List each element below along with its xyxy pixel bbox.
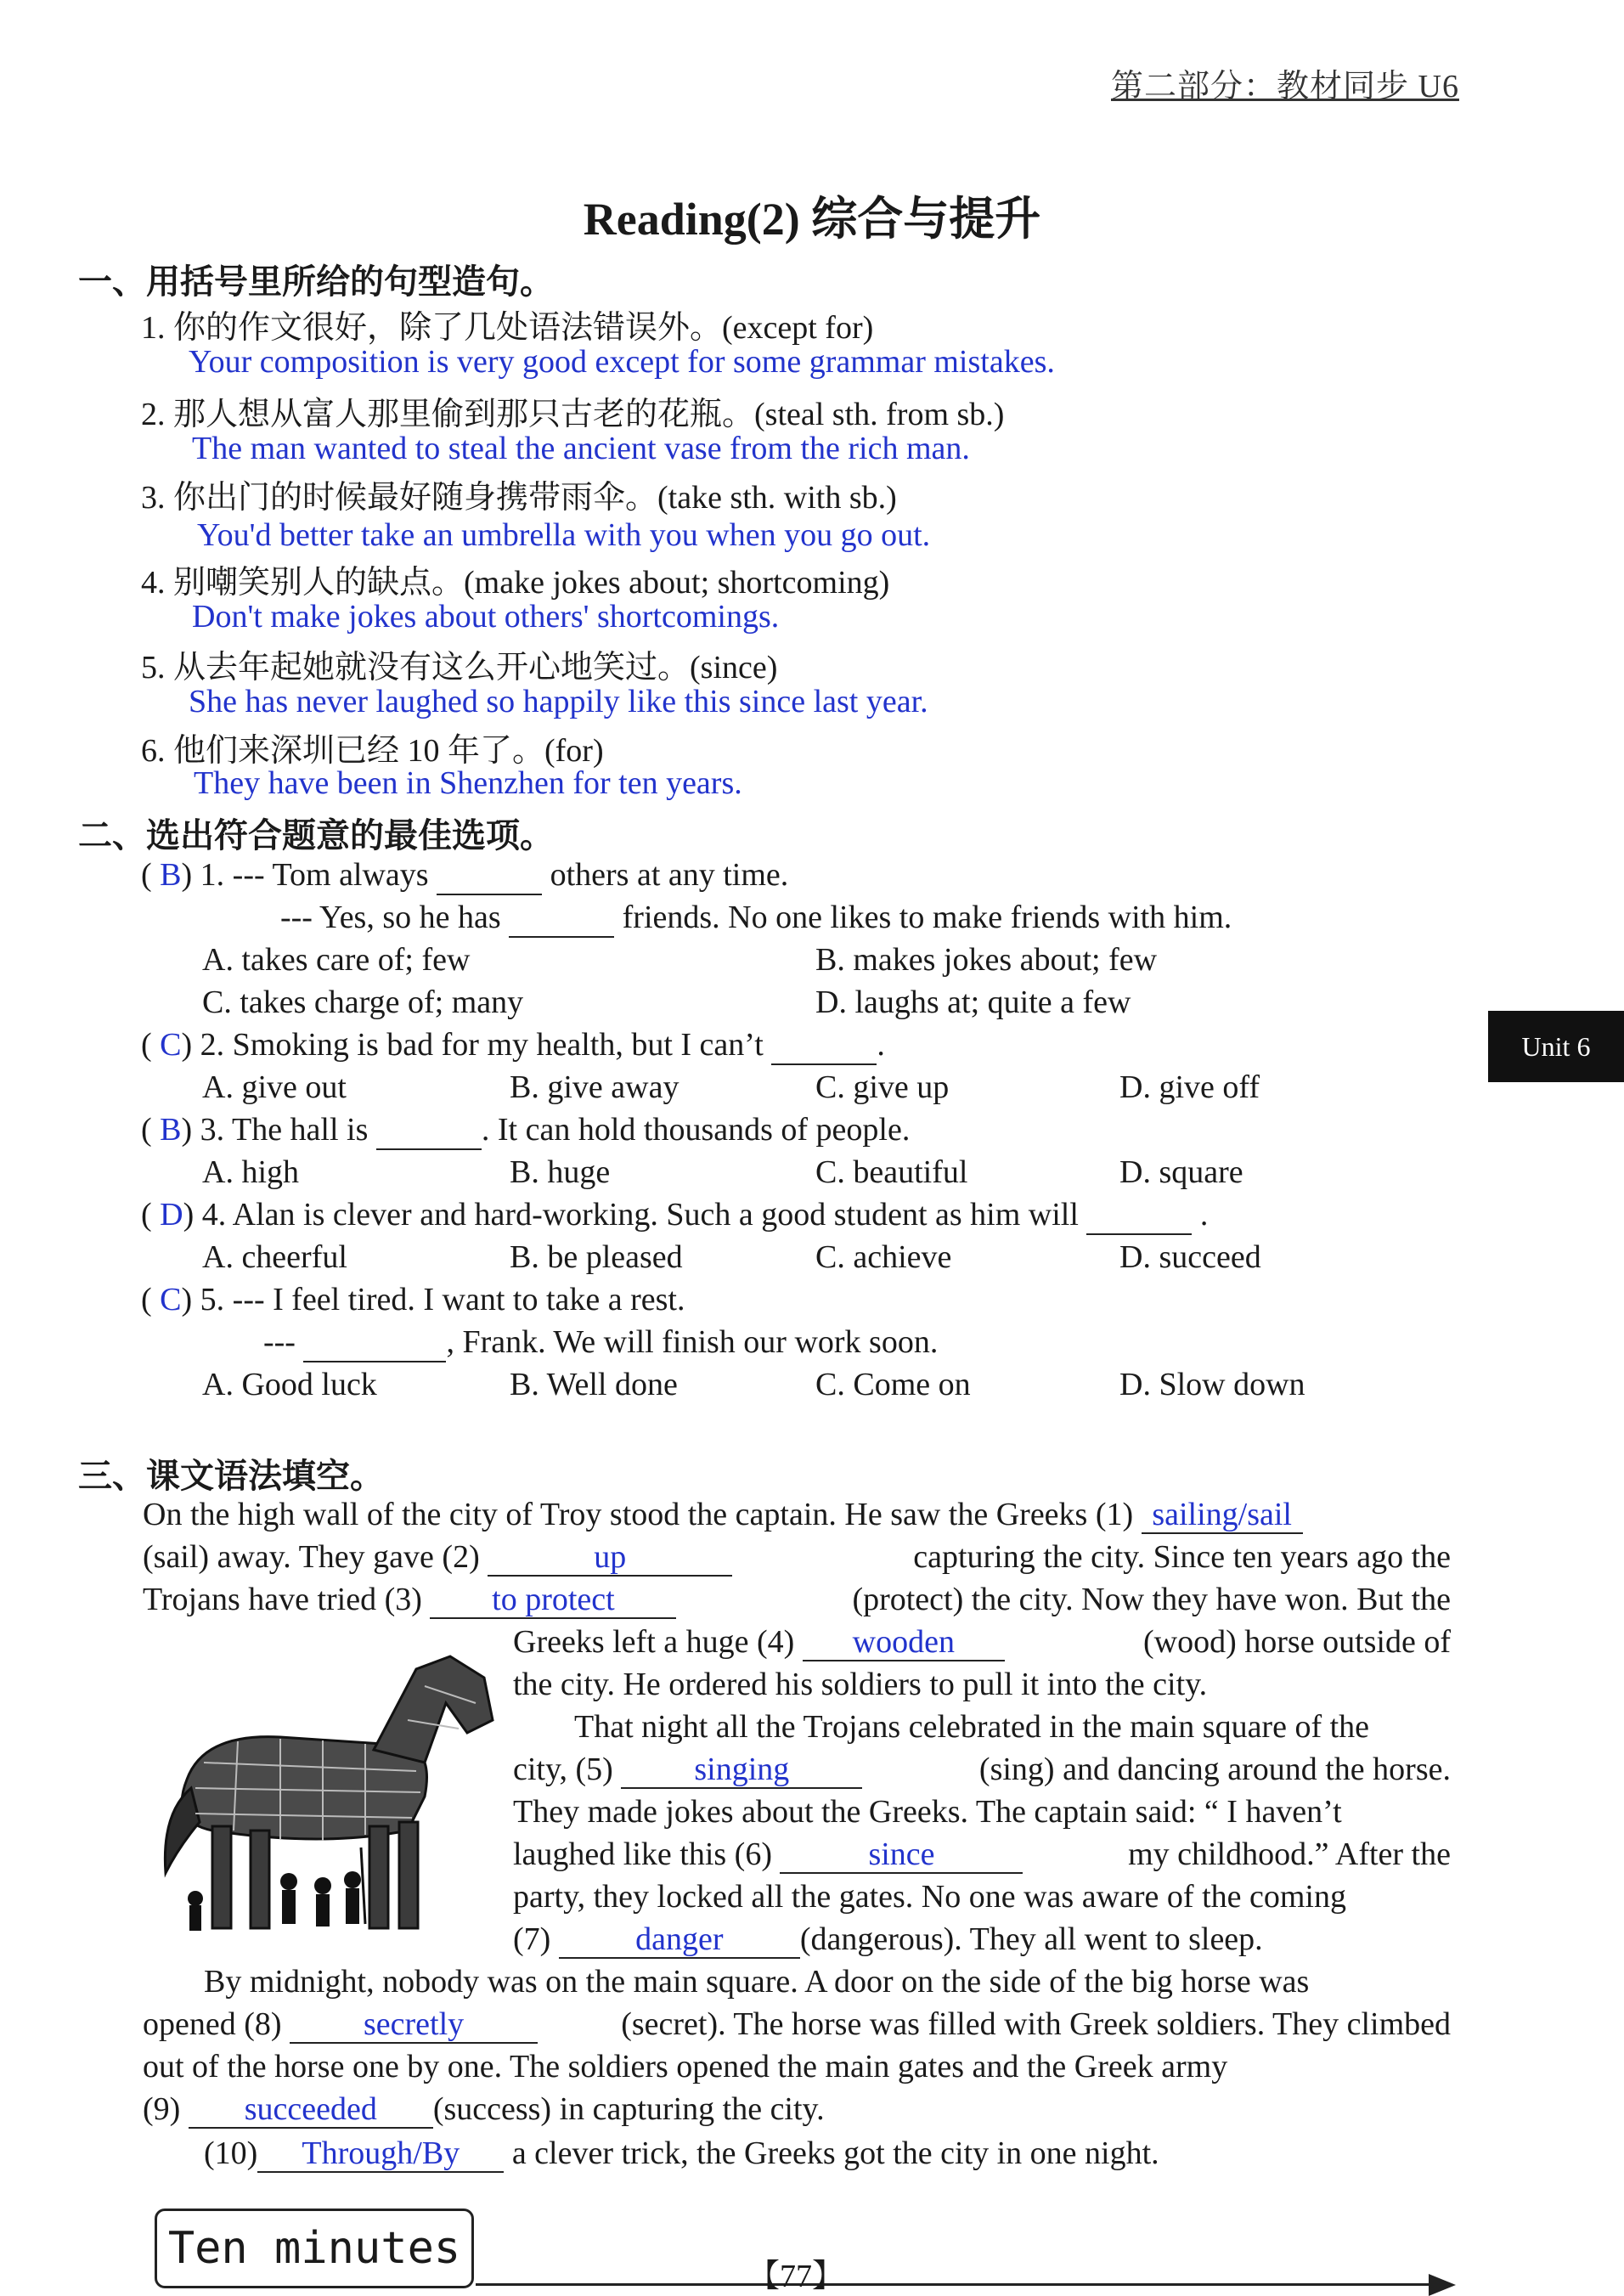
passage-line-4 (513, 1621, 1451, 1663)
s2-q2-option-b: B. give away (510, 1069, 679, 1105)
s2-q2-stem-b: . (877, 1027, 885, 1063)
s1-q1-prompt: 你的作文很好，除了几处语法错误外。(except for) (173, 310, 874, 346)
s1-q2-num: 2. (141, 397, 166, 432)
page-number: 【77】 (747, 2259, 845, 2294)
section3-heading: 三、课文语法填空。 (78, 1457, 384, 1496)
s1-q1-answer: Your composition is very good except for some grammar mistakes. (189, 344, 1055, 380)
s1-q4-answer: Don't make jokes about others' shortcomings. (192, 599, 780, 635)
s2-q1-answer: B (160, 857, 182, 893)
s2-q3-option-c: C. beautiful (815, 1154, 968, 1190)
s2-q5-blank (303, 1323, 446, 1362)
s2-q2-stem-a: ) 2. Smoking is bad for my health, but I can’t (181, 1027, 772, 1063)
s2-q3-blank (376, 1111, 482, 1150)
s2-q1-line2 (280, 899, 1232, 938)
p1-text-5: Greeks left a huge (4) (513, 1624, 803, 1660)
p3-text-6: (10) (204, 2135, 258, 2171)
page-title: Reading(2) 综合与提升 (583, 194, 1041, 245)
passage-line-16 (204, 2132, 1451, 2175)
s2-q1-option-a: A. takes care of; few (202, 942, 471, 978)
s2-q4-blank (1086, 1196, 1192, 1235)
passage-line-13 (143, 2003, 1451, 2045)
s1-q5-answer: She has never laughed so happily like this since last year. (189, 684, 928, 719)
s2-q1-line2b: friends. No one likes to make friends with him. (614, 900, 1232, 935)
s2-q1-line1a: ) 1. --- Tom always (181, 857, 437, 893)
s2-q1-option-b: B. makes jokes about; few (815, 942, 1158, 978)
s2-q4-option-d: D. succeed (1119, 1239, 1261, 1275)
s1-q4-num: 4. (141, 565, 166, 601)
passage-line-10: party, they locked all the gates. No one was aware of the coming (513, 1879, 1346, 1915)
s2-q4-option-a: A. cheerful (202, 1239, 347, 1275)
s1-q3 (141, 471, 897, 517)
passage-line-2 (143, 1536, 1451, 1578)
p3-text-4: (9) (143, 2091, 189, 2127)
section1-heading: 一、用括号里所给的句型造句。 (78, 262, 554, 302)
p2-text-4: laughed like this (6) (513, 1836, 781, 1872)
p3-text-5: (success) in capturing the city. (432, 2091, 825, 2127)
s2-q4-stem-a: ) 4. Alan is clever and hard-working. Such a good student as him will (183, 1197, 1087, 1233)
s2-q5-option-a: A. Good luck (202, 1367, 377, 1402)
p2-text-7: (7) (513, 1921, 559, 1957)
blank-8: secretly (290, 2008, 538, 2044)
passage-line-3 (143, 1578, 1451, 1621)
s1-q3-num: 3. (141, 480, 166, 516)
passage-line-9 (513, 1833, 1451, 1876)
s2-q1-blank2 (509, 899, 614, 938)
p1-text-4: (protect) the city. Now they have won. But the (852, 1582, 1451, 1617)
s2-q5-line2 (263, 1323, 938, 1362)
s2-q4-stem-b: . (1192, 1197, 1209, 1233)
s1-q6-prompt: 他们来深圳已经 10 年了。(for) (173, 733, 604, 769)
s2-q5-option-b: B. Well done (510, 1367, 678, 1402)
passage-line-5: the city. He ordered his soldiers to pull it into the city. (513, 1667, 1208, 1702)
p1-text-3: Trojans have tried (3) (143, 1582, 431, 1617)
s1-q2-answer: The man wanted to steal the ancient vase from the rich man. (192, 431, 970, 466)
footer-arrow-line (476, 2283, 1435, 2286)
p3-text-1: opened (8) (143, 2006, 290, 2042)
passage-line-12: By midnight, nobody was on the main square. A door on the side of the big horse was (204, 1964, 1310, 2000)
s2-q4-option-c: C. achieve (815, 1239, 952, 1275)
s2-q3-option-b: B. huge (510, 1154, 611, 1190)
s2-q2-option-c: C. give up (815, 1069, 950, 1105)
s1-q4 (141, 556, 889, 602)
s2-q5-line2b: , Frank. We will finish our work soon. (446, 1324, 939, 1360)
p1-line4-left (513, 1621, 1005, 1663)
s2-q3-stem-b: . It can hold thousands of people. (481, 1112, 911, 1148)
p1-text-6: (wood) horse outside of (1143, 1624, 1451, 1660)
s2-q3-open-paren: ( (141, 1112, 161, 1148)
s2-q1-open-paren: ( (141, 857, 161, 893)
blank-1: sailing/sail (1142, 1498, 1303, 1534)
blank-2: up (488, 1541, 732, 1577)
arrow-right-icon (1429, 2274, 1456, 2296)
p1-line2-left (143, 1536, 732, 1578)
s2-q3-option-a: A. high (202, 1154, 299, 1190)
p1-text-2: capturing the city. Since ten years ago the (913, 1539, 1451, 1575)
p1-text-0: On the high wall of the city of Troy stood the captain. He saw the Greeks (1) (143, 1497, 1142, 1532)
s2-q3-stem-a: ) 3. The hall is (181, 1112, 376, 1148)
s2-q5-line1: ) 5. --- I feel tired. I want to take a rest. (181, 1282, 685, 1317)
passage-line-1 (143, 1493, 1451, 1536)
ten-minutes-stamp: Ten minutes (155, 2209, 474, 2288)
s2-q2-open-paren: ( (141, 1027, 161, 1063)
s1-q3-prompt: 你出门的时候最好随身携带雨伞。(take sth. with sb.) (173, 480, 897, 516)
blank-3: to protect (430, 1583, 676, 1619)
p2-text-8: (dangerous). They all went to sleep. (799, 1921, 1263, 1957)
p3-text-7: a clever trick, the Greeks got the city in one night. (504, 2135, 1159, 2171)
passage-line-8: They made jokes about the Greeks. The captain said: “ I haven’t (513, 1794, 1342, 1830)
p2-line7-left (513, 1748, 862, 1791)
p3-text-2: (secret). The horse was filled with Greek soldiers. They climbed (621, 2006, 1451, 2042)
passage-line-14: out of the horse one by one. The soldiers opened the main gates and the Greek army (143, 2049, 1228, 2084)
s1-q2 (141, 387, 1004, 434)
s2-q1-blank1 (437, 856, 542, 895)
s2-q5-option-d: D. Slow down (1119, 1367, 1305, 1402)
s2-q5-stem (141, 1281, 685, 1318)
p2-line9-left (513, 1833, 1023, 1876)
p2-text-1: city, (5) (513, 1752, 622, 1787)
s2-q1-option-d: D. laughs at; quite a few (815, 984, 1131, 1020)
s1-q6-answer: They have been in Shenzhen for ten years. (194, 765, 742, 801)
passage-line-11 (513, 1918, 1451, 1960)
s2-q3-stem (141, 1111, 910, 1150)
blank-6: since (780, 1838, 1023, 1874)
s1-q5-prompt: 从去年起她就没有这么开心地笑过。(since) (173, 650, 778, 685)
s1-q4-prompt: 别嘲笑别人的缺点。(make jokes about; shortcoming) (173, 565, 890, 601)
passage-line-7 (513, 1748, 1451, 1791)
passage-line-15 (143, 2088, 1451, 2130)
trojan-horse-illustration (153, 1652, 510, 1941)
unit-side-tab: Unit 6 (1488, 1011, 1624, 1082)
p2-text-5: my childhood.” After the (1128, 1836, 1451, 1872)
s1-q1 (141, 301, 873, 347)
s1-q3-answer: You'd better take an umbrella with you when you go out. (197, 517, 931, 553)
s2-q1-option-c: C. takes charge of; many (202, 984, 524, 1020)
s1-q6 (141, 724, 604, 770)
s2-q2-answer: C (160, 1027, 182, 1063)
passage-line-6: That night all the Trojans celebrated in the main square of the (574, 1709, 1370, 1745)
p1-text-1: (sail) away. They gave (2) (143, 1539, 488, 1575)
s2-q5-line2a: --- (263, 1324, 304, 1360)
s1-q6-num: 6. (141, 733, 166, 769)
blank-5: singing (621, 1753, 862, 1789)
p2-text-2: (sing) and dancing around the horse. (978, 1752, 1451, 1787)
s2-q3-option-d: D. square (1119, 1154, 1243, 1190)
blank-9: succeeded (189, 2093, 433, 2129)
s2-q3-answer: B (160, 1112, 182, 1148)
s2-q4-stem (141, 1196, 1208, 1235)
p3-line13-left (143, 2003, 538, 2045)
blank-7: danger (559, 1923, 800, 1959)
s1-q2-prompt: 那人想从富人那里偷到那只古老的花瓶。(steal sth. from sb.) (173, 397, 1005, 432)
s2-q4-option-b: B. be pleased (510, 1239, 683, 1275)
s1-q5-num: 5. (141, 650, 166, 685)
s2-q2-stem (141, 1026, 885, 1065)
s2-q2-blank (771, 1026, 877, 1065)
s2-q1-line1b: others at any time. (542, 857, 789, 893)
s2-q5-open-paren: ( (141, 1282, 161, 1317)
s2-q1-stem (141, 856, 788, 895)
page-header: 第二部分：教材同步 U6 (1111, 69, 1459, 104)
s2-q4-answer: D (160, 1197, 183, 1233)
blank-10: Through/By (257, 2137, 504, 2173)
s2-q2-option-a: A. give out (202, 1069, 347, 1105)
s2-q4-open-paren: ( (141, 1197, 161, 1233)
s2-q2-option-d: D. give off (1119, 1069, 1260, 1105)
s2-q5-option-c: C. Come on (815, 1367, 971, 1402)
s1-q1-num: 1. (141, 310, 166, 346)
s2-q5-answer: C (160, 1282, 182, 1317)
s2-q1-line2a: --- Yes, so he has (280, 900, 510, 935)
blank-4: wooden (803, 1626, 1005, 1661)
section2-heading: 二、选出符合题意的最佳选项。 (78, 816, 554, 855)
p1-line3-left (143, 1578, 676, 1621)
s1-q5 (141, 640, 777, 687)
